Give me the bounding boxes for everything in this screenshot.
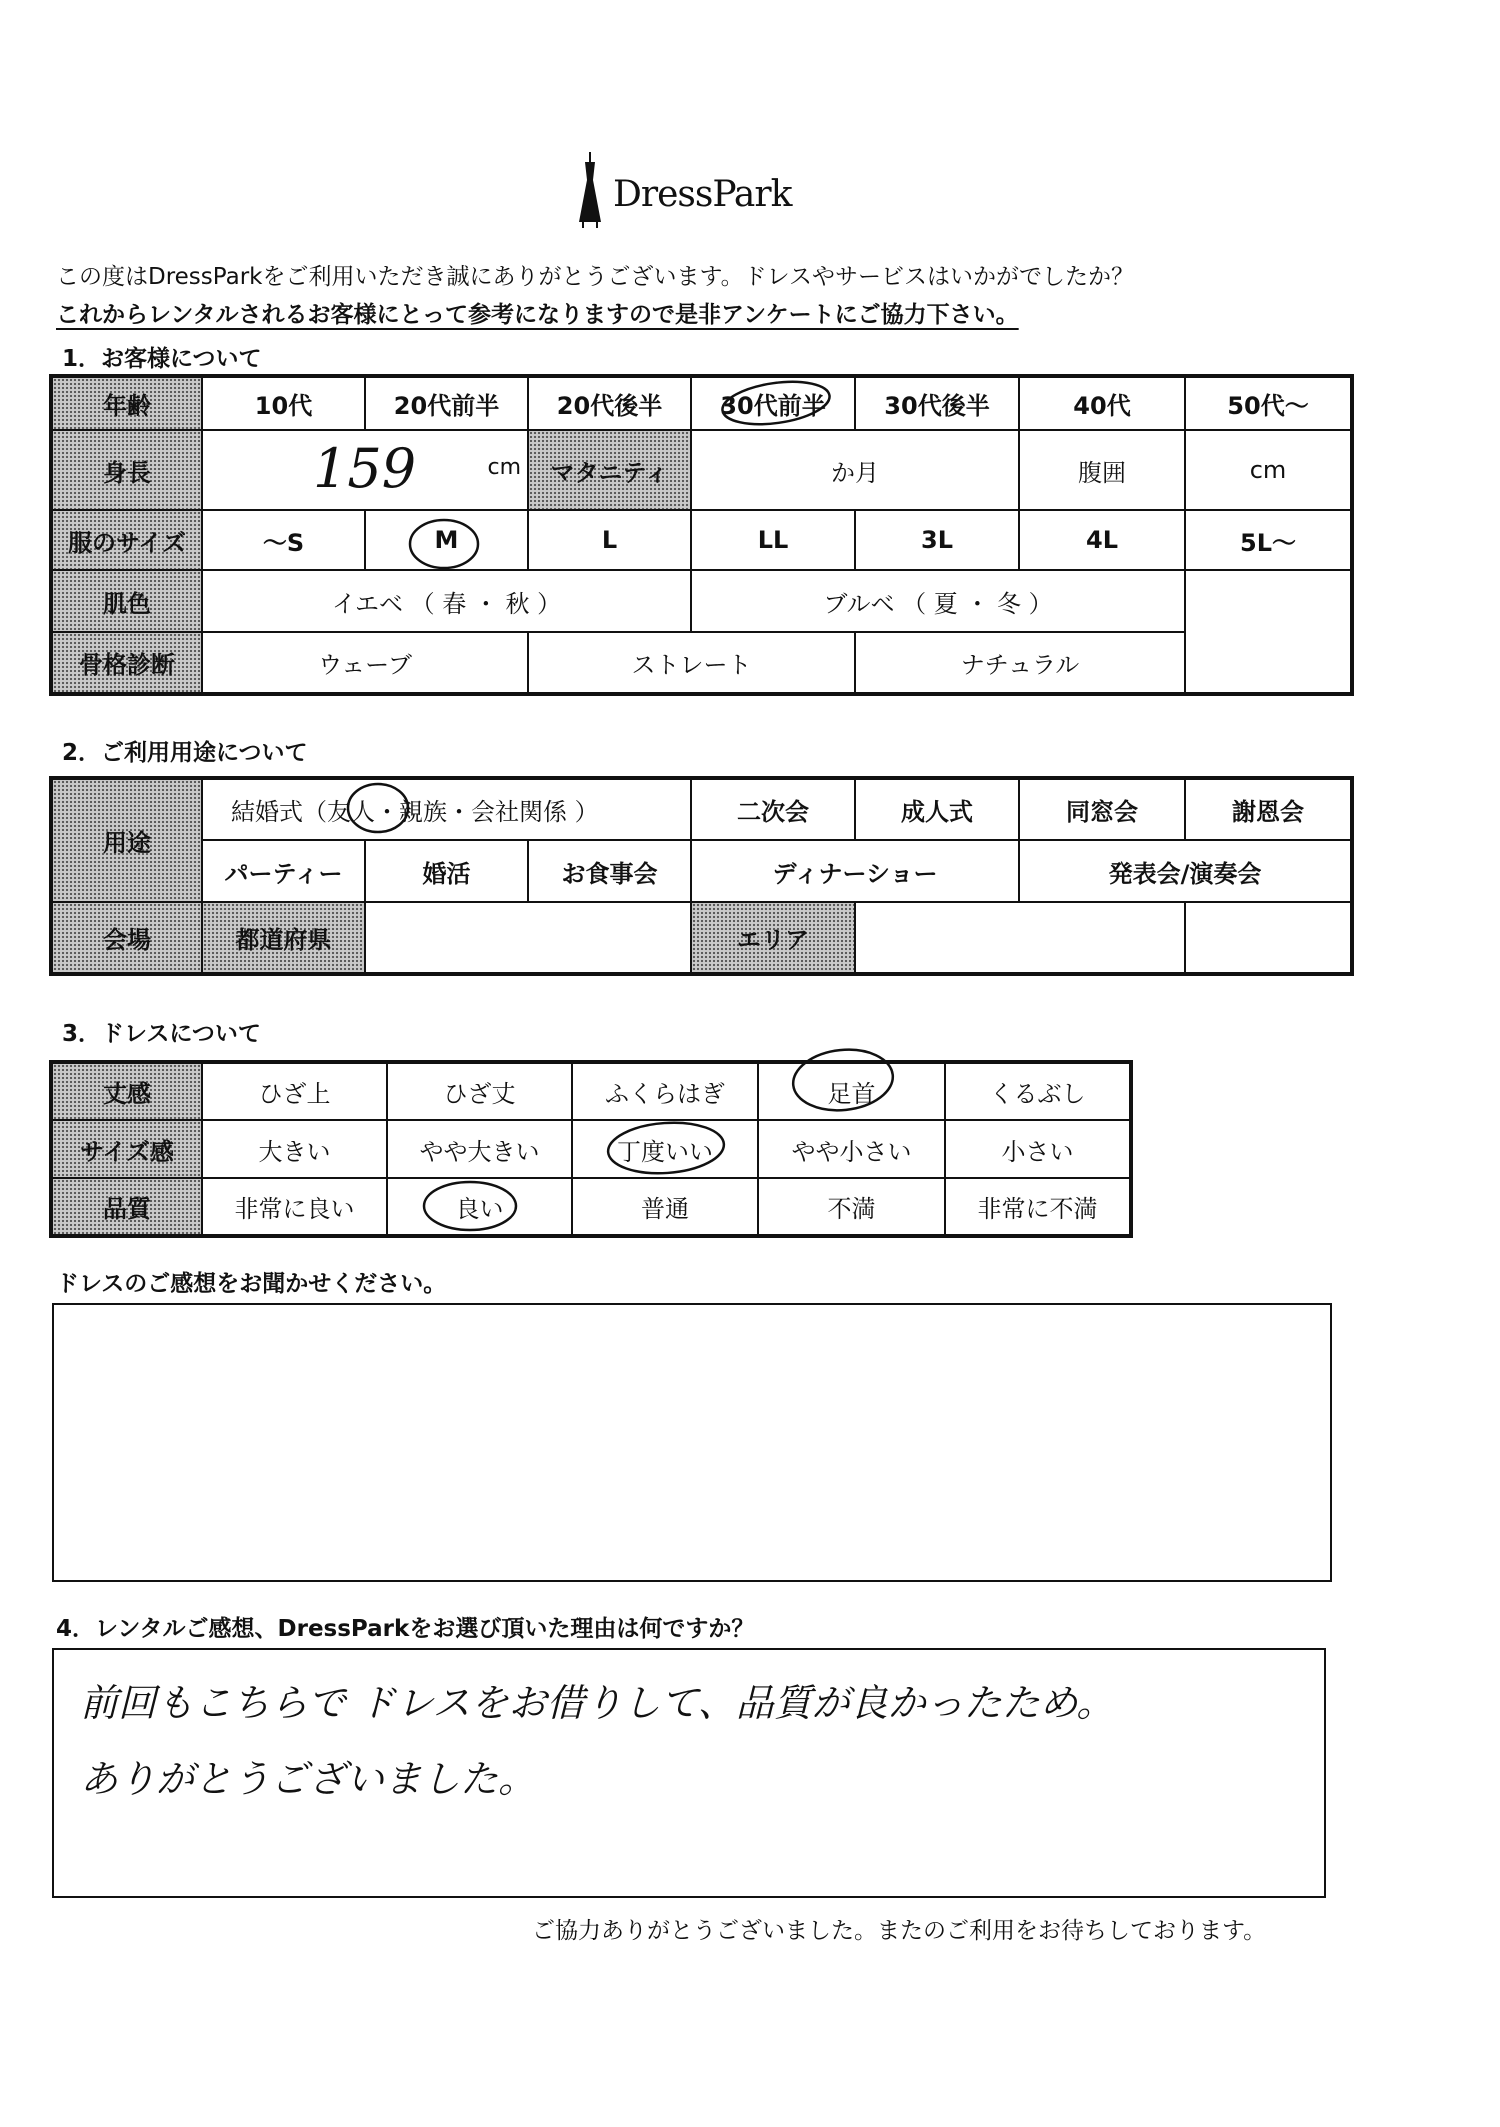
fit-label: サイズ感 — [51, 1120, 202, 1178]
reason-answer-line-1: 前回もこちらで ドレスをお借りして、品質が良かったため。 — [80, 1681, 1115, 1725]
age-option[interactable]: 20代前半 — [365, 376, 528, 430]
months-field[interactable] — [691, 430, 1019, 510]
quality-option-selected[interactable]: 良い — [387, 1178, 572, 1236]
area-label: エリア — [691, 902, 855, 974]
size-option[interactable]: 4L — [1019, 510, 1185, 570]
size-option[interactable]: ～S — [202, 510, 365, 570]
use-option[interactable]: パーティー — [202, 840, 365, 902]
skin-label: 肌色 — [51, 570, 202, 632]
age-option[interactable]: 10代 — [202, 376, 365, 430]
use-option[interactable]: 謝恩会 — [1185, 778, 1352, 840]
length-option-selected[interactable]: 足首 — [758, 1062, 945, 1120]
venue-label: 会場 — [51, 902, 202, 974]
size-label: 服のサイズ — [51, 510, 202, 570]
section-2-title: 2．ご利用用途について — [62, 740, 308, 766]
length-option[interactable]: ひざ上 — [202, 1062, 387, 1120]
reason-answer-line-2: ありがとうございました。 — [80, 1757, 537, 1801]
wedding-rest: ・親族・会社関係 ） — [375, 798, 599, 826]
usage-table — [49, 776, 1354, 976]
frame-option[interactable]: ウェーブ — [202, 632, 528, 694]
age-option[interactable]: 40代 — [1019, 376, 1185, 430]
quality-label: 品質 — [51, 1178, 202, 1236]
length-option[interactable]: くるぶし — [945, 1062, 1131, 1120]
wedding-friend: 友人 — [327, 798, 375, 826]
size-option[interactable]: 3L — [855, 510, 1019, 570]
age-option-selected[interactable]: 30代前半 — [691, 376, 855, 430]
logo-text: DressPark — [613, 174, 792, 215]
quality-option[interactable]: 普通 — [572, 1178, 758, 1236]
age-option[interactable]: 50代～ — [1185, 376, 1352, 430]
customer-table — [49, 374, 1354, 696]
quality-option[interactable]: 非常に不満 — [945, 1178, 1131, 1236]
quality-option[interactable]: 非常に良い — [202, 1178, 387, 1236]
impression-title: ドレスのご感想をお聞かせください。 — [56, 1271, 447, 1297]
empty-cell — [1185, 570, 1352, 632]
height-unit: cm — [487, 455, 521, 480]
frame-option[interactable]: ストレート — [528, 632, 855, 694]
use-option[interactable]: お食事会 — [528, 840, 691, 902]
use-option[interactable]: 婚活 — [365, 840, 528, 902]
maternity-label: マタニティ — [528, 430, 691, 510]
skin-option-blue[interactable]: ブルベ （ 夏 ・ 冬 ） — [691, 570, 1185, 632]
use-label: 用途 — [51, 778, 202, 902]
waist-label: 腹囲 — [1019, 430, 1185, 510]
months-unit: か月 — [831, 458, 879, 487]
area-field[interactable] — [855, 902, 1185, 974]
empty-cell — [1185, 902, 1352, 974]
dress-icon — [575, 150, 605, 230]
skin-option-yellow[interactable]: イエベ （ 春 ・ 秋 ） — [202, 570, 691, 632]
prefecture-field[interactable] — [365, 902, 691, 974]
quality-option[interactable]: 不満 — [758, 1178, 945, 1236]
footer-thanks: ご協力ありがとうございました。またのご利用をお待ちしております。 — [532, 1918, 1267, 1944]
wedding-prefix: 結婚式（ — [231, 798, 327, 826]
logo — [575, 150, 835, 230]
section-4-title: 4．レンタルご感想、DressParkをお選び頂いた理由は何ですか？ — [56, 1616, 755, 1642]
use-option[interactable]: 成人式 — [855, 778, 1019, 840]
size-option[interactable]: LL — [691, 510, 855, 570]
size-option-selected[interactable]: M — [365, 510, 528, 570]
length-option[interactable]: ふくらはぎ — [572, 1062, 758, 1120]
age-option[interactable]: 20代後半 — [528, 376, 691, 430]
empty-cell — [1185, 632, 1352, 694]
wedding-option[interactable] — [202, 778, 691, 840]
intro-line-2: これからレンタルされるお客様にとって参考になりますので是非アンケートにご協力下さい。 — [56, 302, 1019, 328]
length-label: 丈感 — [51, 1062, 202, 1120]
fit-option[interactable]: 小さい — [945, 1120, 1131, 1178]
use-option[interactable]: ディナーショー — [691, 840, 1019, 902]
reason-textarea[interactable] — [52, 1648, 1326, 1898]
intro-line-1: この度はDressParkをご利用いただき誠にありがとうございます。ドレスやサービスはいかがでしたか？ — [56, 264, 1134, 290]
length-option[interactable]: ひざ丈 — [387, 1062, 572, 1120]
section-3-title: 3．ドレスについて — [62, 1021, 261, 1047]
age-label: 年齢 — [51, 376, 202, 430]
fit-option[interactable]: やや小さい — [758, 1120, 945, 1178]
use-option[interactable]: 二次会 — [691, 778, 855, 840]
frame-label: 骨格診断 — [51, 632, 202, 694]
waist-unit: cm — [1185, 430, 1352, 510]
dress-table — [49, 1060, 1133, 1238]
height-value: 159 — [313, 437, 417, 500]
fit-option[interactable]: やや大きい — [387, 1120, 572, 1178]
use-option[interactable]: 同窓会 — [1019, 778, 1185, 840]
fit-option-selected[interactable]: 丁度いい — [572, 1120, 758, 1178]
height-label: 身長 — [51, 430, 202, 510]
impression-textarea[interactable] — [52, 1303, 1332, 1582]
size-option[interactable]: 5L～ — [1185, 510, 1352, 570]
use-option[interactable]: 発表会/演奏会 — [1019, 840, 1352, 902]
size-option[interactable]: L — [528, 510, 691, 570]
section-1-title: 1．お客様について — [62, 346, 262, 372]
height-field[interactable] — [202, 430, 528, 510]
frame-option[interactable]: ナチュラル — [855, 632, 1185, 694]
fit-option[interactable]: 大きい — [202, 1120, 387, 1178]
prefecture-label: 都道府県 — [202, 902, 365, 974]
age-option[interactable]: 30代後半 — [855, 376, 1019, 430]
